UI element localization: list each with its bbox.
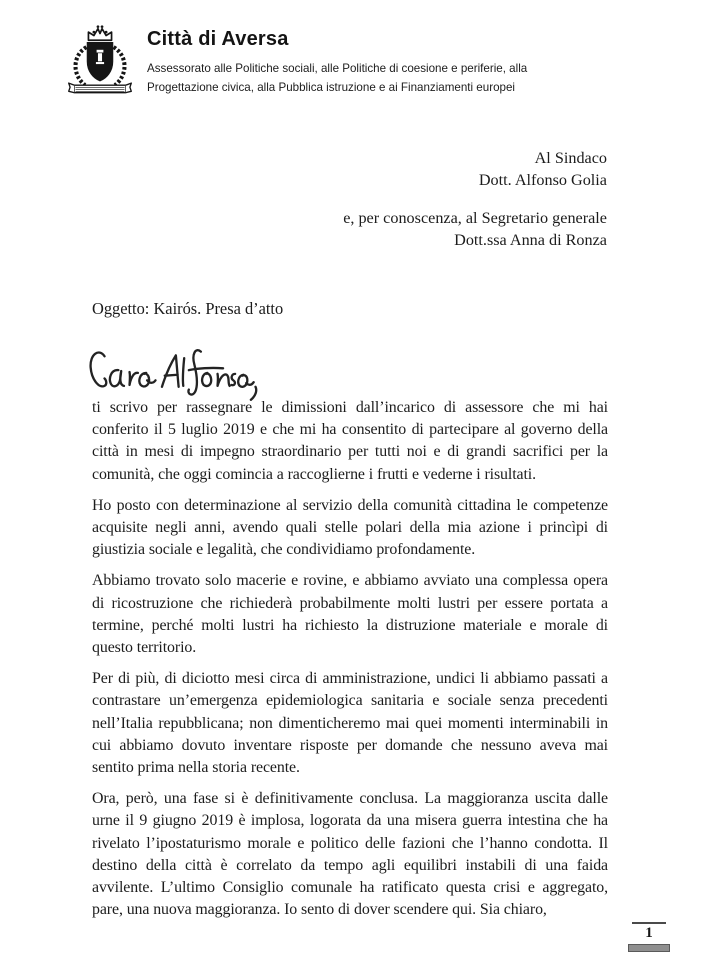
letterhead-subtitle-line2: Progettazione civica, alla Pubblica istruzione e ai Finanziamenti europei	[147, 81, 515, 94]
paragraph-4: Per di più, di diciotto mesi circa di amministrazione, undici li abbiamo passati a contrastare un’emergenza epidemiologica sanitaria e sociale senza precedenti nell’Italia repubblicana; non dimenticheremo mai quei momenti interminabili in cui abbiamo dovuto inventare risposte per domande che nessuno aveva mai sentito prima nella storia recente.	[92, 670, 608, 777]
letterhead-title: Città di Aversa	[147, 28, 289, 50]
paragraph-5: Ora, però, una fase si è definitivamente conclusa. La maggioranza uscita dalle urne il 9 giugno 2019 è implosa, logorata da una misera guerra intestina che ha rivelato l’ipostaturismo morale e politico delle fazioni che l’hanno condotta. Il destino della città è correlato da tempo agli equilibri instabili di una faida avvilente. L’ultimo Consiglio comunale ha ratificato questa crisi e aggregato, pare, una nuova maggioranza. Io sento di dover scendere qui. Sia chiaro,	[92, 790, 608, 919]
recipient-line-golia: Dott. Alfonso Golia	[478, 171, 607, 189]
aversa-coat-of-arms-icon	[66, 21, 134, 99]
recipient-line-sindaco: Al Sindaco	[534, 149, 607, 167]
paragraph-3: Abbiamo trovato solo macerie e rovine, e abbiamo avviato una complessa opera di ricostruzione che richiederà probabilmente molti lustri per essere portata a termine, perché molti lustri ha richiesto la distruzione materiale e morale di questo territorio.	[92, 572, 608, 657]
page-footer	[627, 922, 671, 952]
footer-rule-bottom	[628, 944, 670, 952]
subject-line: Oggetto: Kairós. Presa d’atto	[92, 299, 284, 318]
letter-body	[92, 397, 608, 930]
page-number: 1	[645, 925, 653, 941]
letterhead	[66, 21, 527, 99]
recipient-line-cc: e, per conoscenza, al Segretario generale	[343, 209, 607, 227]
recipient-line-ronza: Dott.ssa Anna di Ronza	[454, 231, 607, 249]
recipient-block	[343, 147, 607, 251]
letterhead-subtitle-line1: Assessorato alle Politiche sociali, alle Politiche di coesione e periferie, alla	[147, 62, 528, 75]
salutation-text	[86, 401, 87, 402]
paragraph-2: Ho posto con determinazione al servizio della comunità cittadina le competenze acquisite negli anni, avendo quali stelle polari della mia azione i princìpi di giustizia sociale e legalità, che condividiamo profondamente.	[92, 496, 608, 559]
paragraph-1: ti scrivo per rassegnare le dimissioni dall’incarico di assessore che mi hai conferito il 5 luglio 2019 e che mi ha consentito di partecipare al governo della città in mesi di impegno straordinario per tutti noi e di grandi sacrifici per la comunità, che oggi comincia a raccoglierne i frutti e vederne i risultati.	[92, 399, 608, 483]
handwritten-salutation	[86, 343, 262, 401]
